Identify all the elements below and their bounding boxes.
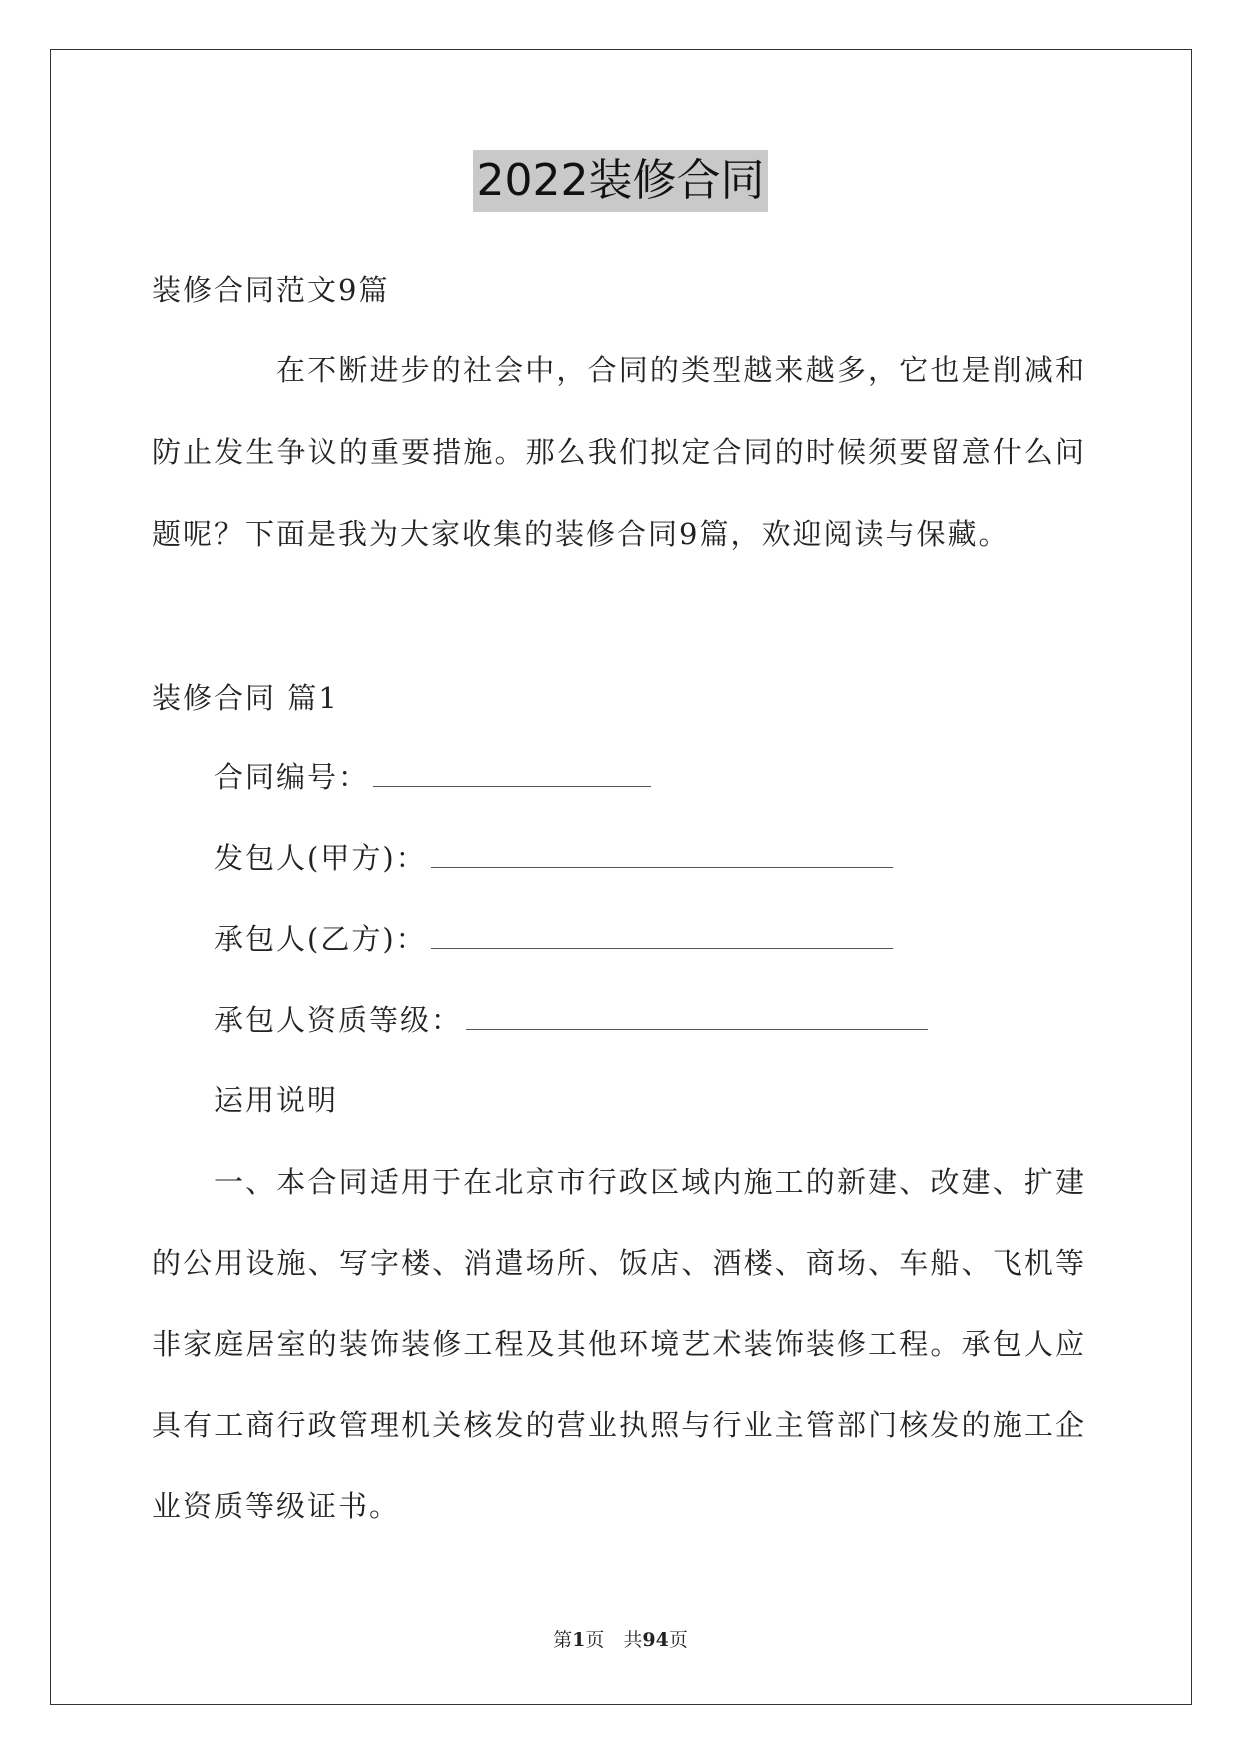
field-label: 合同编号： [214, 760, 370, 794]
contract-number-blank[interactable] [373, 758, 651, 787]
footer-mid: 页 共 [585, 1629, 643, 1651]
section-heading: 装修合同 篇1 [152, 681, 339, 715]
field-party-b [214, 919, 893, 959]
clause-1-line-5: 业资质等级证书。 [152, 1489, 401, 1523]
footer-prefix: 第 [553, 1629, 573, 1651]
clause-1-line-1: 一、本合同适用于在北京市行政区域内施工的新建、改建、扩建 [214, 1165, 1086, 1199]
qualification-blank[interactable] [466, 1001, 928, 1030]
page-footer [0, 1625, 1241, 1652]
field-contract-number [214, 757, 651, 797]
intro-line-1: 在不断进步的社会中，合同的类型越来越多，它也是削减和 [276, 353, 1086, 387]
party-b-blank[interactable] [431, 920, 893, 949]
footer-suffix: 页 [668, 1629, 688, 1651]
field-label: 承包人(乙方)： [214, 922, 427, 956]
clause-1-line-3: 非家庭居室的装饰装修工程及其他环境艺术装饰装修工程。承包人应 [152, 1327, 1086, 1361]
field-label: 发包人(甲方)： [214, 841, 427, 875]
intro-line-3: 题呢？下面是我为大家收集的装修合同9篇，欢迎阅读与保藏。 [152, 517, 1010, 551]
field-qualification [214, 1000, 928, 1040]
intro-line-2: 防止发生争议的重要措施。那么我们拟定合同的时候须要留意什么问 [152, 435, 1086, 469]
title-wrap [0, 150, 1241, 212]
usage-heading: 运用说明 [214, 1083, 339, 1117]
field-label: 承包人资质等级： [214, 1003, 463, 1037]
clause-1-line-2: 的公用设施、写字楼、消遣场所、饭店、酒楼、商场、车船、飞机等 [152, 1246, 1086, 1280]
total-pages: 94 [642, 1629, 669, 1651]
document-title: 2022装修合同 [473, 150, 769, 212]
clause-1-line-4: 具有工商行政管理机关核发的营业执照与行业主管部门核发的施工企 [152, 1408, 1086, 1442]
party-a-blank[interactable] [431, 839, 893, 868]
document-subtitle: 装修合同范文9篇 [152, 273, 390, 307]
page-number: 1 [572, 1629, 586, 1651]
field-party-a [214, 838, 893, 878]
